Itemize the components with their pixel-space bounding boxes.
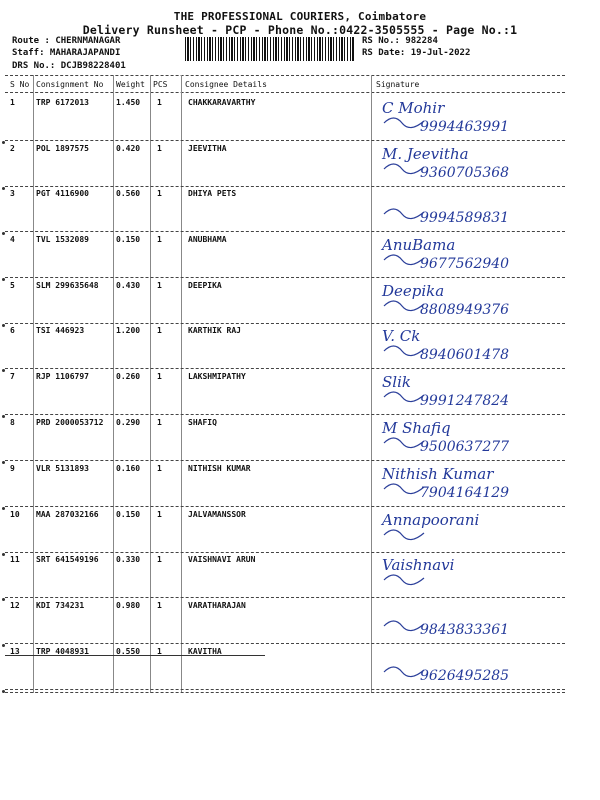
signature-name: V. Ck [382,327,421,345]
row-sno: 11 [10,555,20,564]
col-divider [371,75,372,693]
handwritten-signature [378,278,578,322]
row-sno: 5 [10,281,15,290]
signature-name: M Shafiq [382,419,451,437]
staff-label: Staff: MAHARAJAPANDI [12,48,121,58]
margin-dot [2,324,5,327]
row-pcs: 1 [157,555,162,564]
row-consignee: KARTHIK RAJ [188,326,241,335]
margin-dot [2,461,5,464]
strikethrough-line [5,655,265,656]
row-consignment-no: TRP 6172013 [36,98,89,107]
handwritten-signature [378,461,578,505]
col-divider [181,75,182,693]
row-consignment-no: TVL 1532089 [36,235,89,244]
signature-name: C Mohir [382,99,445,117]
row-sno: 3 [10,189,15,198]
col-header-pcs: PCS [153,80,168,89]
row-sno: 10 [10,510,20,519]
row-weight: 0.420 [116,144,141,153]
page-title: THE PROFESSIONAL COURIERS, Coimbatore [173,10,427,23]
handwritten-signature [378,369,578,413]
margin-dot [2,141,5,144]
handwritten-signature [378,323,578,367]
signature-name: Nithish Kumar [382,465,494,483]
margin-dot [2,232,5,235]
row-sno: 13 [10,647,20,656]
drs-label: DRS No.: DCJB98228401 [12,61,126,71]
margin-dot [2,187,5,190]
row-consignment-no: KDI 734231 [36,601,85,610]
barcode [185,37,355,61]
handwritten-signature [378,141,578,185]
row-consignee: SHAFIQ [188,418,217,427]
signature-phone: 9991247824 [420,393,510,409]
col-header-consignment: Consignment No [36,80,104,89]
signature-name: Vaishnavi [382,556,455,574]
col-divider [33,75,34,693]
signature-phone: 8940601478 [420,347,510,363]
row-consignee: VARATHARAJAN [188,601,246,610]
signature-phone: 8808949376 [420,302,510,318]
signature-phone: 9994589831 [420,210,510,226]
row-sno: 7 [10,372,15,381]
row-weight: 0.160 [116,464,141,473]
row-consignee: DHIYA PETS [188,189,237,198]
row-sno: 2 [10,144,15,153]
signature-name: Deepika [382,282,445,300]
header-top-rule [5,75,565,76]
margin-dot [2,644,5,647]
handwritten-signature [378,95,578,139]
handwritten-signature [378,232,578,276]
row-weight: 0.290 [116,418,141,427]
row-pcs: 1 [157,144,162,153]
row-consignee: DEEPIKA [188,281,222,290]
row-sno: 9 [10,464,15,473]
row-weight: 0.430 [116,281,141,290]
margin-dot [2,369,5,372]
row-sno: 8 [10,418,15,427]
row-consignment-no: TRP 4048931 [36,647,89,656]
route-label: Route : CHERNMANAGAR [12,36,121,46]
row-pcs: 1 [157,98,162,107]
row-weight: 0.560 [116,189,141,198]
row-pcs: 1 [157,464,162,473]
row-consignment-no: SRT 641549196 [36,555,99,564]
col-header-signature: Signature [376,80,420,89]
row-consignee: VAISHNAVI ARUN [188,555,256,564]
margin-dot [2,415,5,418]
margin-dot [2,507,5,510]
row-consignee: ANUBHAMA [188,235,227,244]
header-bottom-rule [5,92,565,93]
row-weight: 0.980 [116,601,141,610]
row-consignment-no: POL 1897575 [36,144,89,153]
row-weight: 1.200 [116,326,141,335]
signature-name: M. Jeevitha [382,145,469,163]
col-divider [150,75,151,693]
row-consignment-no: VLR 5131893 [36,464,89,473]
row-consignee: NITHISH KUMAR [188,464,251,473]
row-consignment-no: SLM 299635648 [36,281,99,290]
row-consignment-no: RJP 1106797 [36,372,89,381]
row-pcs: 1 [157,647,162,656]
page-subtitle: Delivery Runsheet - PCP - Phone No.:0422-3505555 - Page No.:1 [82,23,518,37]
row-pcs: 1 [157,189,162,198]
row-separator [5,689,565,690]
handwritten-signature [378,415,578,459]
row-pcs: 1 [157,281,162,290]
row-sno: 12 [10,601,20,610]
signature-phone: 9626495285 [420,668,510,684]
signature-name: Slik [382,373,411,391]
signature-phone: 9677562940 [420,256,510,272]
row-pcs: 1 [157,510,162,519]
signature-phone: 9360705368 [420,165,510,181]
row-weight: 0.150 [116,510,141,519]
table-bottom-rule [5,692,565,693]
signature-phone: 9843833361 [420,622,510,638]
handwritten-signature [378,552,578,596]
margin-dot [2,278,5,281]
row-weight: 0.260 [116,372,141,381]
margin-dot [2,598,5,601]
signature-phone: 9500637277 [420,439,510,455]
row-weight: 0.550 [116,647,141,656]
row-weight: 1.450 [116,98,141,107]
row-consignee: CHAKKARAVARTHY [188,98,256,107]
handwritten-signature [378,507,578,551]
handwritten-signature [378,644,578,688]
row-consignment-no: MAA 287032166 [36,510,99,519]
row-consignment-no: PRD 2000053712 [36,418,104,427]
row-pcs: 1 [157,235,162,244]
row-consignee: JALVAMANSSOR [188,510,246,519]
row-pcs: 1 [157,326,162,335]
handwritten-signature [378,598,578,642]
row-consignee: LAKSHMIPATHY [188,372,246,381]
col-divider [113,75,114,693]
col-header-sno: S No [10,80,30,89]
rs-date-label: RS Date: 19-Jul-2022 [362,48,471,58]
signature-phone: 9994463991 [420,119,510,135]
row-consignment-no: PGT 4116900 [36,189,89,198]
row-sno: 1 [10,98,15,107]
row-consignee: JEEVITHA [188,144,227,153]
signature-name: Annapoorani [382,511,480,529]
row-weight: 0.330 [116,555,141,564]
row-consignment-no: TSI 446923 [36,326,85,335]
row-pcs: 1 [157,418,162,427]
row-sno: 4 [10,235,15,244]
row-pcs: 1 [157,372,162,381]
col-header-weight: Weight [116,80,145,89]
margin-dot [2,553,5,556]
row-weight: 0.150 [116,235,141,244]
signature-name: AnuBama [382,236,456,254]
handwritten-signature [378,186,578,230]
rs-no-label: RS No.: 982284 [362,36,438,46]
row-consignee: KAVITHA [188,647,222,656]
row-sno: 6 [10,326,15,335]
col-header-consignee: Consignee Details [185,80,267,89]
row-pcs: 1 [157,601,162,610]
signature-phone: 7904164129 [420,485,510,501]
